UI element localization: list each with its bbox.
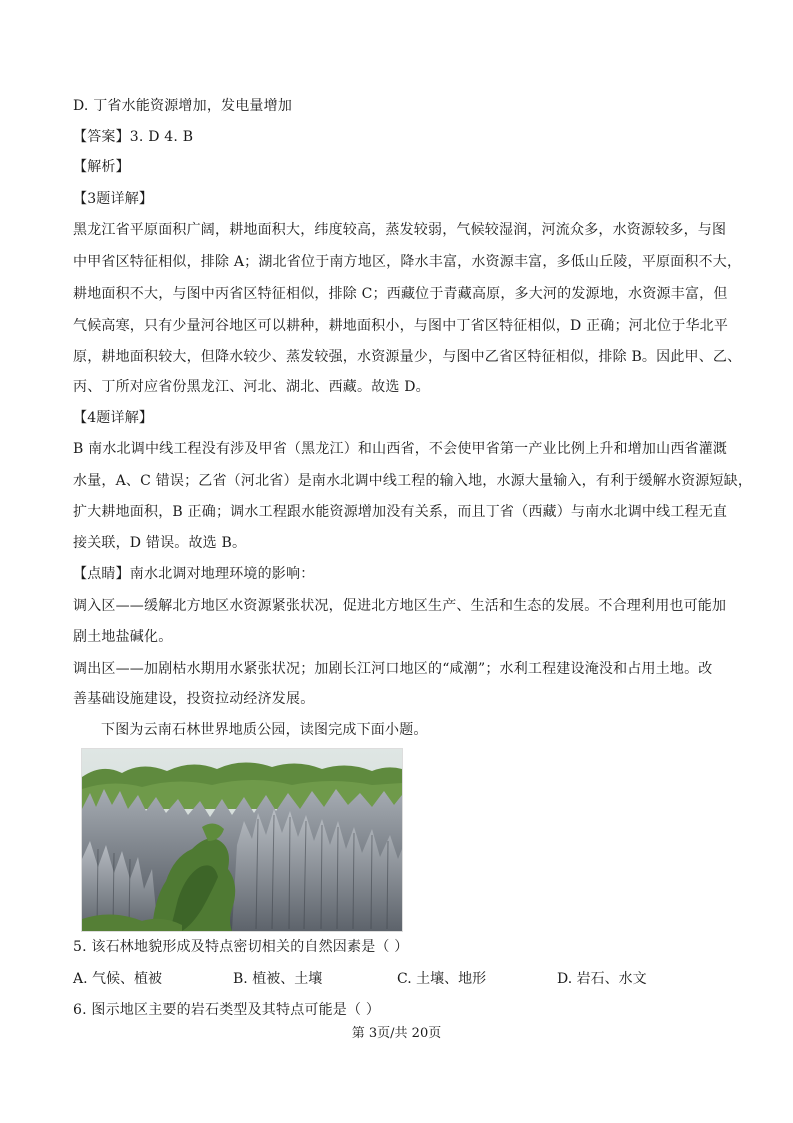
key-point-line: 调入区——缓解北方地区水资源紧张状况，促进北方地区生产、生活和生态的发展。不合理利用也可能加 [73, 598, 727, 614]
stone-forest-photo [81, 748, 403, 932]
key-point-line: 调出区——加剧枯水期用水紧张状况；加剧长江河口地区的“咸潮”；水利工程建设淹没和占用土地。改 [73, 661, 713, 677]
q3-text-line: 黑龙江省平原面积广阔，耕地面积大，纬度较高，蒸发较弱，气候较湿润，河流众多，水资源较多，与图 [73, 222, 727, 238]
option-a: A. 气候、植被 [73, 971, 163, 987]
page-footer: 第 3页/共 20页 [351, 1026, 442, 1041]
option-c: C. 土壤、地形 [397, 971, 487, 987]
q4-text-line: B 南水北调中线工程没有涉及甲省（黑龙江）和山西省，不会使甲省第一产业比例上升和增加山西省灌溉 [73, 441, 728, 457]
q4-text-line: 接关联，D 错误。故选 B。 [73, 535, 247, 551]
q3-text-line: 耕地面积不大，与图中丙省区特征相似，排除 C；西藏位于青藏高原，多大河的发源地，水资源丰富，但 [73, 286, 728, 302]
question-6-stem: 6. 图示地区主要的岩石类型及其特点可能是（ ） [73, 1002, 381, 1018]
key-point-heading: 【点睛】南水北调对地理环境的影响： [73, 566, 315, 582]
q4-text-line: 水量，A、C 错误；乙省（河北省）是南水北调中线工程的输入地，水源大量输入，有利于缓解水资源短缺， [73, 473, 753, 489]
question-5-stem: 5. 该石林地貌形成及特点密切相关的自然因素是（ ） [73, 939, 409, 955]
analysis-heading: 【解析】 [73, 159, 130, 175]
key-point-line: 剧土地盐碱化。 [73, 629, 173, 645]
figure-intro: 下图为云南石林世界地质公园，读图完成下面小题。 [101, 722, 428, 738]
option-d-prev-question: D. 丁省水能资源增加，发电量增加 [73, 98, 293, 114]
option-d: D. 岩石、水文 [557, 971, 647, 987]
key-point-line: 善基础设施建设，投资拉动经济发展。 [73, 691, 315, 707]
q3-text-line: 丙、丁所对应省份黑龙江、河北、湖北、西藏。故选 D。 [73, 379, 430, 395]
option-b: B. 植被、土壤 [233, 971, 323, 987]
q3-text-line: 原，耕地面积较大，但降水较少、蒸发较强，水资源量少，与图中乙省区特征相似，排除 B。因此甲、乙、 [73, 349, 742, 365]
q4-detail-heading: 【4题详解】 [73, 410, 154, 426]
q3-text-line: 气候高寒，只有少量河谷地区可以耕种，耕地面积小，与图中丁省区特征相似，D 正确；河北位于华北平 [73, 318, 729, 334]
answer-line: 【答案】3. D 4. B [73, 129, 194, 145]
q3-text-line: 中甲省区特征相似，排除 A；湖北省位于南方地区，降水丰富，水资源丰富，多低山丘陵，平原面积不大， [73, 254, 742, 270]
q4-text-line: 扩大耕地面积，B 正确；调水工程跟水能资源增加没有关系，而且丁省（西藏）与南水北调中线工程无直 [73, 504, 728, 520]
q3-detail-heading: 【3题详解】 [73, 191, 154, 207]
